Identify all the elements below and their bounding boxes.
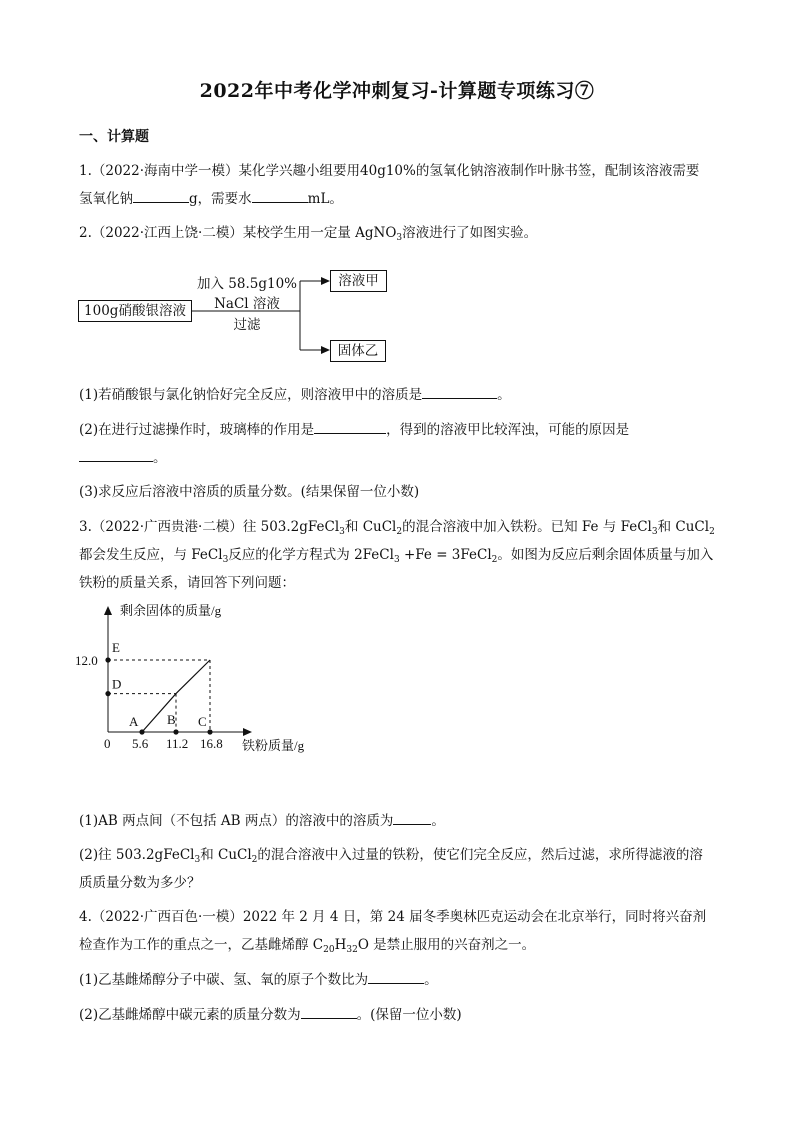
q1-line1: 1.（2022·海南中学一模）某化学兴趣小组要用40g10%的氢氧化钠溶液制作叶脉书签，配制该溶液需要 [79, 163, 700, 179]
mass-chart [70, 600, 330, 760]
q3-text: 的混合溶液中入过量的铁粉，使它们完全反应，然后过滤，求所得滤液的溶 [257, 847, 703, 863]
subscript: 3 [396, 233, 403, 243]
q3-part1-end: 。 [431, 813, 445, 829]
q2-part3: (3)求反应后溶液中溶质的质量分数。(结果保留一位小数) [79, 484, 420, 500]
y-point-d [105, 691, 110, 696]
diagram-lines [0, 0, 794, 380]
subscript: 2 [491, 555, 498, 565]
chart-marks [105, 640, 222, 751]
q3-text: 。如图为反应后剩余固体质量与加入 [497, 547, 714, 563]
x-axis-arrow [243, 728, 252, 736]
arrow-head-bottom [321, 346, 330, 354]
subscript: 3 [393, 555, 400, 565]
q2-part2-text-b: ，得到的溶液甲比较浑浊，可能的原因是 [386, 422, 630, 438]
answer-blank [368, 971, 424, 984]
arrow-head-top [321, 277, 330, 285]
y-axis-arrow [104, 606, 112, 615]
q1-text-b: g，需要水 [189, 191, 252, 207]
subscript: 2 [709, 527, 715, 537]
x-point [173, 729, 178, 734]
q2-stem-b: 溶液进行了如图实验。 [402, 225, 538, 241]
q2-part1 [79, 386, 511, 404]
answer-blank [79, 449, 153, 462]
point-label-c: C [198, 714, 207, 729]
point-label-e: E [112, 640, 120, 655]
q3-text: 3.（2022·广西贵港·二模）往 503.2gFeCl [79, 519, 340, 535]
subscript: 2 [396, 527, 403, 537]
page-title: 2022年中考化学冲刺复习-计算题专项练习⑦ [199, 80, 595, 102]
q3-text: +Fe = 3FeCl [399, 547, 492, 563]
q2-part2 [79, 421, 629, 439]
start-box: 100g硝酸银溶液 [78, 300, 192, 322]
q3-text: 和 CuCl [657, 519, 710, 535]
q3-line3: 铁粉的质量关系，请回答下列问题： [79, 575, 295, 591]
q4-part1-end: 。 [424, 972, 438, 988]
q1-text-a: 氢氧化钠 [79, 191, 133, 207]
answer-blank [314, 421, 386, 434]
q4-part1 [79, 971, 438, 989]
y-tick-label: 12.0 [75, 653, 98, 668]
q3-part1 [79, 812, 445, 830]
q4-text: O 是禁止服用的兴奋剂之一。 [357, 937, 536, 953]
q4-line2 [79, 936, 535, 954]
q2-part1-text: (1)若硝酸银与氯化钠恰好完全反应，则溶液甲中的溶质是 [79, 387, 423, 403]
q3-part1-text: (1)AB 两点间（不包括 AB 两点）的溶液中的溶质为 [79, 813, 394, 829]
point-label-b: B [167, 712, 176, 727]
x-tick-label: 11.2 [166, 736, 189, 751]
origin-label: 0 [104, 736, 111, 751]
q4-text: 检查作为工作的重点之一，乙基雌烯醇 C [79, 937, 324, 953]
q2-part2-cont [79, 449, 167, 467]
q2-part2-end: 。 [153, 450, 167, 466]
q4-text: H [334, 937, 347, 953]
q4-part2-text: (2)乙基雌烯醇中碳元素的质量分数为 [79, 1007, 301, 1023]
q3-part2-cont: 质质量分数为多少？ [79, 875, 201, 891]
q3-text: 都会发生反应，与 FeCl [79, 547, 223, 563]
point-label-d: D [112, 676, 122, 692]
q2-part2-text: (2)在进行过滤操作时，玻璃棒的作用是 [79, 422, 315, 438]
q3-text: 的混合溶液中加入铁粉。已知 Fe 与 FeCl [402, 519, 652, 535]
q4-line1: 4.（2022·广西百色·一模）2022 年 2 月 4 日，第 24 届冬季奥林匹克运动会在北京举行，同时将兴奋剂 [79, 909, 707, 925]
subscript: 3 [651, 527, 658, 537]
subscript: 3 [339, 527, 345, 537]
q3-line2 [79, 546, 713, 564]
subscript: 32 [346, 945, 358, 955]
subscript: 3 [222, 555, 229, 565]
solid-b-box: 固体乙 [330, 340, 386, 362]
q3-text: (2)往 503.2gFeCl [79, 847, 195, 863]
answer-blank [422, 386, 497, 399]
x-tick-label: 5.6 [132, 736, 149, 751]
x-tick-label: 16.8 [200, 736, 223, 751]
y-axis-label: 剩余固体的质量/g [120, 603, 222, 618]
q3-text: 反应的化学方程式为 2FeCl [228, 547, 394, 563]
step-label-1: 加入 58.5g10% [197, 276, 297, 292]
q3-text: 和 CuCl [200, 847, 252, 863]
step-label-2: NaCl 溶液 [214, 296, 280, 312]
q4-part1-text: (1)乙基雌烯醇分子中碳、氢、氧的原子个数比为 [79, 972, 369, 988]
x-axis-label: 铁粉质量/g [242, 738, 305, 753]
section-heading: 一、计算题 [79, 129, 149, 145]
solution-a-box: 溶液甲 [330, 270, 387, 292]
subscript: 20 [323, 945, 335, 955]
q4-part2-end: 。(保留一位小数) [356, 1007, 462, 1023]
q2-part1-end: 。 [497, 387, 511, 403]
q3-part2 [79, 846, 703, 864]
q4-part2 [79, 1006, 462, 1024]
answer-blank [301, 1006, 357, 1019]
q2-stem-a: 2.（2022·江西上饶·二模）某校学生用一定量 AgNO [79, 225, 397, 241]
answer-blank [393, 812, 431, 825]
q3-text: 和 CuCl [344, 519, 397, 535]
x-point [139, 729, 144, 734]
step-label-3: 过滤 [233, 317, 261, 333]
point-label-a: A [129, 714, 139, 729]
subscript: 2 [251, 855, 258, 865]
q3-line1 [79, 518, 715, 536]
subscript: 3 [194, 855, 201, 865]
y-point-e [105, 657, 110, 662]
q1-text-c: mL。 [307, 191, 343, 207]
x-point [207, 729, 212, 734]
